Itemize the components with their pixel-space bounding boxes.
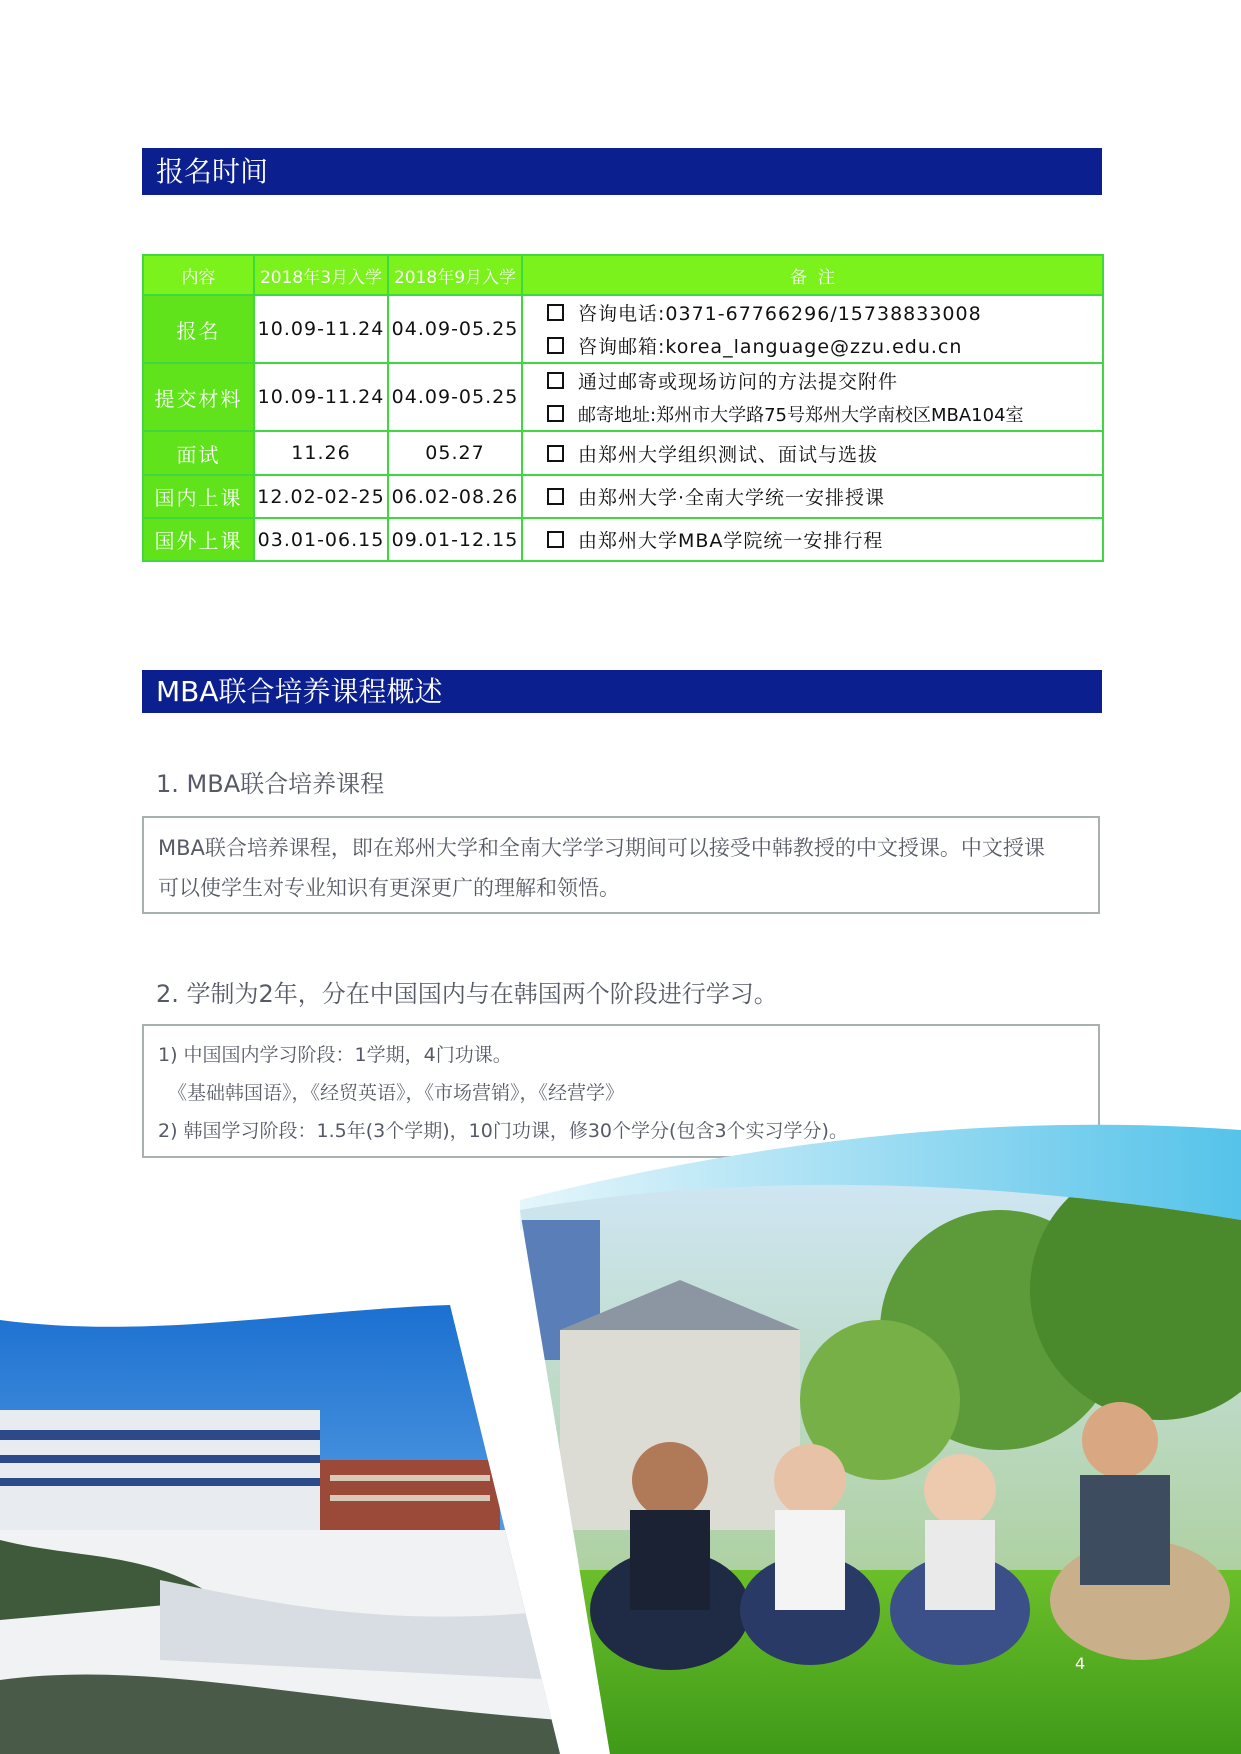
march-date: 10.09-11.24 [254, 295, 388, 363]
item2-line: 2) 韩国学习阶段：1.5年(3个学期)，10门功课，修30个学分(包含3个实习学分)。 [158, 1120, 848, 1142]
table-row [143, 363, 1103, 431]
september-date: 04.09-05.25 [388, 363, 522, 431]
campus-illustration [0, 1300, 560, 1754]
note-text: 由郑州大学MBA学院统一安排行程 [578, 530, 884, 552]
row-label: 报名 [143, 295, 254, 363]
item2-line: 《基础韩国语》，《经贸英语》，《市场营销》，《经营学》 [168, 1082, 625, 1104]
table-row [143, 295, 1103, 363]
item1-heading: 1. MBA联合培养课程 [156, 770, 385, 798]
table-header-row [143, 255, 1103, 295]
item1-box [142, 816, 1100, 914]
table-row [143, 518, 1103, 561]
students-illustration [520, 1180, 1241, 1754]
notes-cell [522, 363, 1103, 431]
note-text: 咨询电话:0371-67766296/15738833008 [578, 303, 982, 325]
header-notes: 备 注 [522, 255, 1103, 295]
march-date: 10.09-11.24 [254, 363, 388, 431]
section-title-overview: MBA联合培养课程概述 [142, 670, 1102, 713]
students-photo [520, 1180, 1241, 1754]
row-label: 提交材料 [143, 363, 254, 431]
checkbox-icon [547, 304, 564, 321]
notes-cell [522, 431, 1103, 475]
checkbox-icon [547, 337, 564, 354]
note-text: 咨询邮箱:korea_language@zzu.edu.cn [578, 336, 963, 358]
notes-cell [522, 295, 1103, 363]
item2-line: 1) 中国国内学习阶段：1学期，4门功课。 [158, 1044, 512, 1066]
header-march: 2018年3月入学 [254, 255, 388, 295]
row-label: 国外上课 [143, 518, 254, 561]
checkbox-icon [547, 405, 564, 422]
campus-photo [0, 1300, 560, 1754]
note-text: 由郑州大学·全南大学统一安排授课 [578, 487, 886, 509]
schedule-table [142, 254, 1104, 562]
table-row [143, 475, 1103, 518]
header-content: 内容 [143, 255, 254, 295]
march-date: 12.02-02-25 [254, 475, 388, 518]
item1-line: 可以使学生对专业知识有更深更广的理解和领悟。 [158, 876, 620, 900]
table-row [143, 431, 1103, 475]
item2-heading: 2. 学制为2年，分在中国国内与在韩国两个阶段进行学习。 [156, 980, 778, 1008]
checkbox-icon [547, 372, 564, 389]
item1-line: MBA联合培养课程，即在郑州大学和全南大学学习期间可以接受中韩教授的中文授课。中文授课 [158, 836, 1045, 860]
section-title-registration: 报名时间 [142, 148, 1102, 195]
september-date: 05.27 [388, 431, 522, 475]
row-label: 国内上课 [143, 475, 254, 518]
checkbox-icon [547, 445, 564, 462]
march-date: 11.26 [254, 431, 388, 475]
notes-cell [522, 518, 1103, 561]
notes-cell [522, 475, 1103, 518]
checkbox-icon [547, 488, 564, 505]
note-text: 通过邮寄或现场访问的方法提交附件 [578, 371, 899, 393]
september-date: 06.02-08.26 [388, 475, 522, 518]
note-text: 由郑州大学组织测试、面试与选拔 [578, 443, 879, 466]
page-number: 4 [1075, 1654, 1086, 1673]
note-text: 邮寄地址:郑州市大学路75号郑州大学南校区MBA104室 [578, 404, 1024, 426]
march-date: 03.01-06.15 [254, 518, 388, 561]
header-september: 2018年9月入学 [388, 255, 522, 295]
september-date: 09.01-12.15 [388, 518, 522, 561]
september-date: 04.09-05.25 [388, 295, 522, 363]
checkbox-icon [547, 531, 564, 548]
row-label: 面试 [143, 431, 254, 475]
